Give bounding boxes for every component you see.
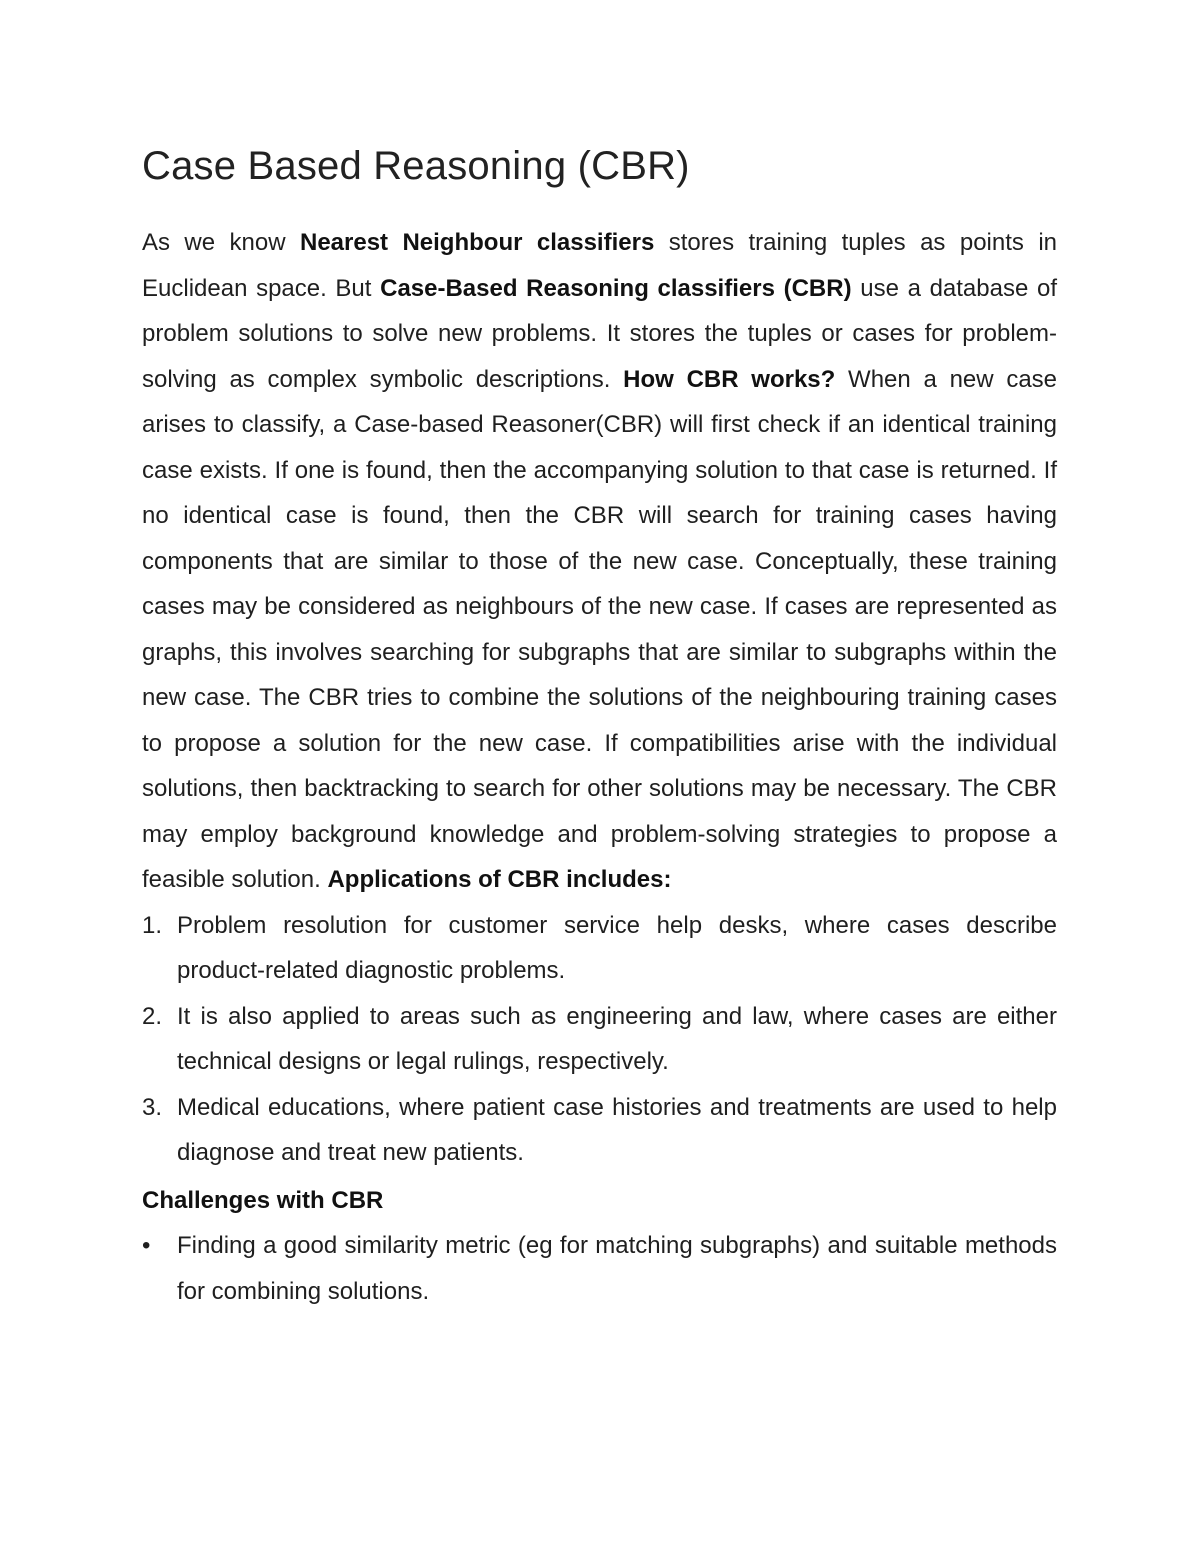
- intro-text-1: As we know: [142, 229, 300, 256]
- list-item: [142, 1223, 1057, 1314]
- list-item: [142, 903, 1057, 994]
- challenges-heading: Challenges with CBR: [142, 1186, 384, 1214]
- intro-bold-1: Nearest Neighbour classifiers: [299, 229, 655, 256]
- intro-bold-3: How CBR works?: [623, 365, 836, 393]
- list-item-text: Problem resolution for customer service help desks, where cases describe product-related diagnostic problems.: [177, 911, 1057, 984]
- list-number: 2.: [142, 1002, 163, 1030]
- list-item-text: It is also applied to areas such as engineering and law, where cases are either technical designs or legal rulings, respectively.: [177, 1002, 1057, 1075]
- list-item-text: Finding a good similarity metric (eg for matching subgraphs) and suitable methods for combining solutions.: [177, 1232, 1057, 1305]
- page-title: Case Based Reasoning (CBR): [142, 144, 690, 188]
- applications-list: [142, 903, 1057, 1176]
- intro-bold-2: Case-Based Reasoning classifiers (CBR): [380, 274, 852, 302]
- list-item: [142, 994, 1057, 1085]
- bullet-icon: •: [142, 1232, 151, 1259]
- challenges-list: [142, 1223, 1057, 1314]
- list-number: 1.: [142, 911, 163, 939]
- intro-text-2: stores training tuples as points in Euclidean space. But: [142, 229, 1057, 302]
- list-item: [142, 1085, 1057, 1176]
- list-item-text: Medical educations, where patient case histories and treatments are used to help diagnose and treat new patients.: [177, 1093, 1057, 1166]
- intro-paragraph: [142, 220, 1057, 903]
- applications-lead: Applications of CBR includes:: [327, 866, 672, 893]
- intro-text-3: use a database of problem solutions to solve new problems. It stores the tuples or cases for problem-solving as complex symbolic descriptions.: [142, 274, 1057, 393]
- list-number: 3.: [142, 1093, 163, 1121]
- intro-text-4: When a new case arises to classify, a Case-based Reasoner(CBR) will first check if an identical training case exists. If one is found, then the accompanying solution to that case is returned. If no identical case is found, then the CBR will search for training cases having components that are similar to those of the new case. Conceptually, these training cases may be considered as neighbours of the new case. If cases are represented as graphs, this involves searching for subgraphs that are similar to subgraphs within the new case. The CBR tries to combine the solutions of the neighbouring training cases to propose a solution for the new case. If compatibilities arise with the individual solutions, then backtracking to search for other solutions may be necessary. The CBR may employ background knowledge and problem-solving strategies to propose a feasible solution.: [142, 365, 1058, 893]
